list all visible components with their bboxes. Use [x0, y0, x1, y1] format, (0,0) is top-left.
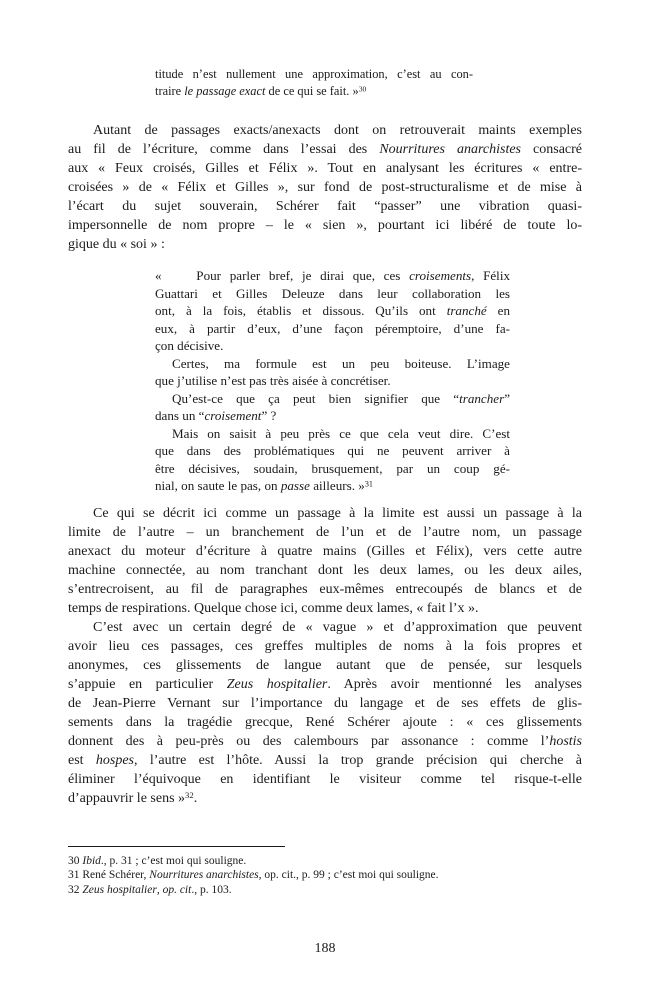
text-line: gique du « soi » :	[68, 237, 165, 252]
text-line: 30 Ibid., p. 31 ; c’est moi qui souligne.	[68, 854, 247, 867]
text-line: sements dans la tragédie grecque, René Schérer ajoute : « ces glissements	[68, 714, 582, 730]
text-line: limite de l’autre – un branchement de l’un et de l’autre nom, un passage	[68, 524, 582, 540]
text-line: l’écart du sujet souverain, Schérer fait “passer” une vibration quasi-	[68, 199, 582, 214]
text-line: eux, à partir d’eux, d’une façon péremptoire, d’une fa-	[155, 320, 510, 336]
text-line: que j’utilise n’est pas très aisée à concrétiser.	[155, 373, 391, 388]
text-line: anexact du moteur d’écriture à quatre mains (Gilles et Félix), vers cette autre	[68, 543, 582, 559]
text-line: 32 Zeus hospitalier, op. cit., p. 103.	[68, 883, 232, 896]
text-line: croisées » de « Félix et Gilles », sur fond de post-structuralisme et de mise à	[68, 180, 582, 195]
blockquote-paragraph	[155, 390, 510, 425]
text-line: Guattari et Gilles Deleuze dans leur collaboration les	[155, 285, 510, 301]
text-line: donnent des à peu-près ou des calembours par assonance : comme l’hostis	[68, 733, 582, 749]
text-line: C’est avec un certain degré de « vague » et d’approximation que peuvent	[93, 619, 582, 635]
text-line: Certes, ma formule est un peu boiteuse. L’image	[172, 355, 510, 371]
text-line: dans un “croisement” ?	[155, 408, 277, 423]
text-line: Autant de passages exacts/anexacts dont on retrouverait maints exemples	[93, 123, 582, 138]
footnote-separator	[68, 846, 285, 847]
text-line: s’entrecroisent, au fil de paragraphes eux-mêmes entrecoupés de blancs et de	[68, 581, 582, 597]
footnote-ref: 31	[364, 479, 373, 489]
text-line: aux « Feux croisés, Gilles et Félix ». Tout en analysant les écritures « entre-	[68, 161, 582, 176]
text-line: machine connectée, au nom tranchant dont les deux lames, ou les deux ailes,	[68, 562, 582, 578]
text-line: Qu’est-ce que ça peut bien signifier que “trancher”	[172, 390, 510, 406]
text-line: est hospes, l’autre est l’hôte. Aussi la trop grande précision qui cherche à	[68, 752, 582, 768]
text-line: au fil de l’écriture, comme dans l’essai des Nourritures anarchistes consacré	[68, 142, 583, 157]
footnotes-block	[68, 846, 582, 898]
text-line: « Pour parler bref, je dirai que, ces croisements, Félix	[155, 268, 511, 283]
blockquote-paragraph	[155, 267, 510, 355]
body-paragraph-2	[68, 504, 582, 618]
text-line: 31 René Schérer, Nourritures anarchistes, op. cit., p. 99 ; c’est moi qui souligne.	[68, 869, 439, 881]
blockquote-paragraph	[155, 425, 510, 495]
body-paragraph-1	[68, 121, 582, 254]
text-line: Ce qui se décrit ici comme un passage à la limite est aussi un passage à la	[93, 505, 582, 521]
text-line: de Jean-Pierre Vernant sur l’importance du langage et de ses effets de glis-	[68, 695, 582, 711]
text-line: d’appauvrir le sens »$^{32}$.	[68, 789, 198, 806]
text-line: Mais on saisit à peu près ce que cela veut dire. C’est	[172, 425, 510, 441]
text-line: être décisives, soudain, brusquement, par un coup gé-	[155, 460, 510, 476]
text-line: impersonnelle de nom propre – le « sien », pourtant ici libéré de toute lo-	[68, 218, 582, 233]
text-line: s’appuie en particulier Zeus hospitalier. Après avoir mentionné les analyses	[68, 676, 582, 692]
blockquote-paragraph	[155, 355, 510, 390]
page-number: 188	[314, 941, 336, 956]
text-line: avoir lieu ces passages, ces greffes multiples de noms à la fois propres et	[68, 638, 582, 654]
body-paragraph-3	[68, 618, 582, 808]
text-line: anonymes, ces glissements de langue autant que de pensée, sur lesquels	[68, 657, 582, 673]
text-line: temps de respirations. Quelque chose ici, comme deux lames, « fait l’x ».	[68, 600, 479, 616]
footnotes	[68, 854, 582, 898]
text-line: éliminer l’équivoque en identifiant le visiteur comme tel risque-t-elle	[68, 771, 582, 787]
text-line: çon décisive.	[155, 338, 224, 353]
text-line: titude n’est nullement une approximation, c’est au con-	[155, 67, 473, 81]
text-line: nial, on saute le pas, on passe ailleurs. »$^{31}$	[155, 478, 373, 493]
text-line: ont, à la fois, établis et dissous. Qu’ils ont tranché en	[155, 303, 510, 318]
text-line: que dans des problématiques qui ne peuvent arriver à	[155, 443, 510, 458]
opening-blockquote	[155, 66, 473, 100]
blockquote	[155, 267, 510, 495]
text-line: traire le passage exact de ce qui se fait. »$^{30}$	[155, 84, 367, 98]
footnote-ref: 32	[185, 789, 194, 800]
footnote-ref: 30	[358, 84, 367, 94]
